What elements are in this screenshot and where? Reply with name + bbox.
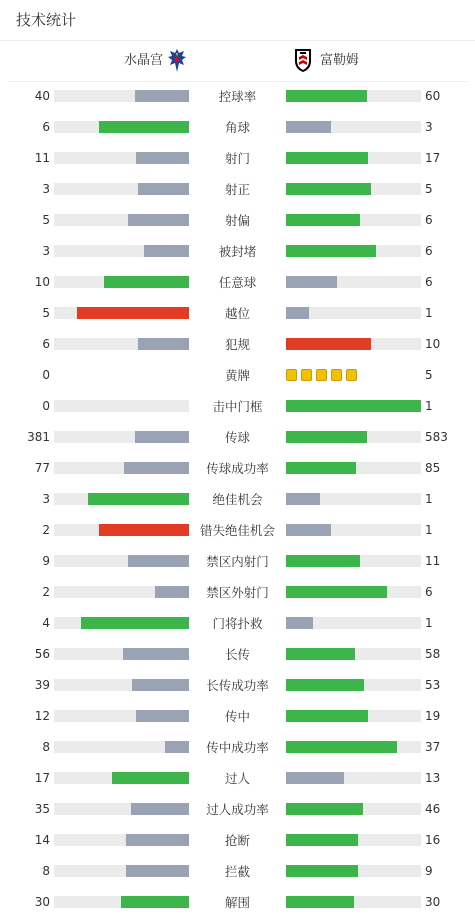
home-stat-bar-fill xyxy=(126,834,189,846)
away-stat-bar-fill xyxy=(286,648,355,660)
yellow-card-icon xyxy=(331,369,342,381)
stat-label: 错失绝佳机会 xyxy=(199,523,275,538)
stat-row xyxy=(0,236,475,267)
away-stat-bar-fill xyxy=(286,431,367,443)
away-stat-bar xyxy=(286,152,421,164)
away-stat-bar-fill xyxy=(286,617,313,629)
away-stat-bar-fill xyxy=(286,524,331,536)
home-stat-bar xyxy=(54,431,189,443)
away-stat-value: 6 xyxy=(425,585,433,599)
away-stat-bar xyxy=(286,834,421,846)
away-stat-value: 5 xyxy=(425,182,433,196)
away-stat-bar xyxy=(286,431,421,443)
away-stat-value: 17 xyxy=(425,151,441,165)
away-stat-bar-fill xyxy=(286,214,360,226)
away-stat-bar xyxy=(286,90,421,102)
stat-row xyxy=(0,794,475,825)
stat-label: 禁区外射门 xyxy=(206,585,269,600)
home-stat-bar-fill xyxy=(99,524,189,536)
home-stat-value: 35 xyxy=(34,802,50,816)
away-stat-bar-fill xyxy=(286,307,309,319)
away-team-name[interactable]: 富勒姆 xyxy=(320,53,360,68)
home-stat-bar-fill xyxy=(132,679,189,691)
stat-row xyxy=(0,732,475,763)
stat-label: 犯规 xyxy=(224,337,250,352)
stat-row xyxy=(0,670,475,701)
away-stat-bar xyxy=(286,865,421,877)
home-stat-bar-fill xyxy=(138,183,189,195)
home-stat-value: 30 xyxy=(34,895,50,909)
away-stat-bar xyxy=(286,493,421,505)
stat-label: 击中门框 xyxy=(212,399,263,414)
yellow-card-icon xyxy=(301,369,312,381)
away-stat-bar-fill xyxy=(286,183,371,195)
stat-row xyxy=(0,329,475,360)
home-stat-bar-fill xyxy=(135,90,189,102)
away-stat-bar xyxy=(286,462,421,474)
away-stat-value: 16 xyxy=(425,833,441,847)
stat-label: 绝佳机会 xyxy=(212,492,263,507)
home-stat-bar xyxy=(54,772,189,784)
home-stat-bar-fill xyxy=(112,772,189,784)
home-stat-value: 2 xyxy=(42,523,50,537)
home-stat-value: 40 xyxy=(34,89,50,103)
home-stat-value: 3 xyxy=(42,492,50,506)
home-stat-bar xyxy=(54,462,189,474)
home-stat-value: 8 xyxy=(42,740,50,754)
home-stat-bar xyxy=(54,617,189,629)
stat-row xyxy=(0,515,475,546)
away-stat-bar-fill xyxy=(286,462,356,474)
stat-row xyxy=(0,81,475,112)
home-stat-bar-fill xyxy=(104,276,189,288)
away-stat-bar xyxy=(286,245,421,257)
away-stat-value: 1 xyxy=(425,523,433,537)
stat-row xyxy=(0,546,475,577)
home-stat-value: 39 xyxy=(34,678,50,692)
home-stat-value: 77 xyxy=(34,461,50,475)
stat-row xyxy=(0,174,475,205)
away-stat-bar xyxy=(286,617,421,629)
stat-row xyxy=(0,112,475,143)
home-stat-bar xyxy=(54,121,189,133)
home-stat-bar xyxy=(54,741,189,753)
away-stat-bar-fill xyxy=(286,679,364,691)
home-stat-bar-fill xyxy=(121,896,189,908)
stat-label: 过人 xyxy=(224,771,250,786)
page-title: 技术统计 xyxy=(16,11,77,29)
away-stat-bar xyxy=(286,400,421,412)
home-stat-bar xyxy=(54,276,189,288)
away-stat-value: 19 xyxy=(425,709,441,723)
away-stat-bar-fill xyxy=(286,834,358,846)
home-stat-value: 0 xyxy=(42,399,50,413)
stat-label: 解围 xyxy=(224,895,250,910)
home-stat-bar xyxy=(54,245,189,257)
home-stat-bar xyxy=(54,679,189,691)
stat-label: 长传 xyxy=(224,647,250,662)
stat-row xyxy=(0,856,475,887)
away-stat-bar-fill xyxy=(286,276,337,288)
home-stat-bar xyxy=(54,586,189,598)
stat-label: 传中成功率 xyxy=(206,740,269,755)
home-stat-bar-fill xyxy=(135,431,189,443)
header-divider xyxy=(0,40,475,41)
away-stat-bar xyxy=(286,803,421,815)
away-stat-value: 6 xyxy=(425,244,433,258)
stat-label: 黄牌 xyxy=(224,368,250,383)
away-stat-bar-fill xyxy=(286,245,376,257)
away-stat-bar xyxy=(286,896,421,908)
away-stat-value: 46 xyxy=(425,802,441,816)
away-stat-bar xyxy=(286,524,421,536)
home-stat-bar xyxy=(54,710,189,722)
stat-label: 角球 xyxy=(224,120,250,135)
stat-row xyxy=(0,453,475,484)
away-stat-bar-fill xyxy=(286,710,368,722)
home-stat-value: 5 xyxy=(42,213,50,227)
home-stat-bar-fill xyxy=(99,121,189,133)
home-stat-value: 10 xyxy=(34,275,50,289)
away-stat-bar xyxy=(286,772,421,784)
stat-row xyxy=(0,267,475,298)
away-stat-value: 9 xyxy=(425,864,433,878)
away-stat-bar xyxy=(286,121,421,133)
away-stat-value: 53 xyxy=(425,678,441,692)
home-stat-bar xyxy=(54,338,189,350)
away-stat-value: 30 xyxy=(425,895,441,909)
home-stat-bar xyxy=(54,493,189,505)
away-stat-bar-fill xyxy=(286,400,421,412)
home-stat-value: 6 xyxy=(42,337,50,351)
away-stat-value: 6 xyxy=(425,275,433,289)
away-stat-value: 1 xyxy=(425,399,433,413)
fulham-crest-icon[interactable] xyxy=(293,47,313,73)
home-stat-bar xyxy=(54,555,189,567)
away-stat-value: 583 xyxy=(425,430,448,444)
stat-label: 越位 xyxy=(224,306,250,321)
away-stat-bar xyxy=(286,586,421,598)
yellow-card-icon xyxy=(286,369,297,381)
stat-row xyxy=(0,887,475,918)
away-stat-bar xyxy=(286,307,421,319)
away-stat-bar xyxy=(286,276,421,288)
stat-label: 禁区内射门 xyxy=(206,554,269,569)
away-stat-bar xyxy=(286,214,421,226)
away-stat-bar xyxy=(286,710,421,722)
home-stat-bar-fill xyxy=(88,493,189,505)
home-stat-bar-fill xyxy=(131,803,189,815)
home-team-name[interactable]: 水晶宫 xyxy=(124,53,164,68)
away-stat-bar-fill xyxy=(286,896,354,908)
away-stat-bar xyxy=(286,183,421,195)
away-stat-value: 37 xyxy=(425,740,441,754)
away-stat-bar-fill xyxy=(286,586,387,598)
home-stat-bar-fill xyxy=(123,648,189,660)
stat-row xyxy=(0,298,475,329)
away-stat-bar xyxy=(286,555,421,567)
yellow-card-icon xyxy=(346,369,357,381)
stat-label: 门将扑救 xyxy=(212,616,263,631)
stat-label: 射正 xyxy=(224,182,250,197)
home-stat-bar-fill xyxy=(128,214,189,226)
home-stat-value: 8 xyxy=(42,864,50,878)
stat-label: 射偏 xyxy=(224,213,250,228)
home-stat-value: 4 xyxy=(42,616,50,630)
away-stat-bar-fill xyxy=(286,493,320,505)
home-stat-value: 3 xyxy=(42,182,50,196)
away-stat-bar-fill xyxy=(286,338,371,350)
away-stat-value: 1 xyxy=(425,492,433,506)
away-stat-bar xyxy=(286,648,421,660)
away-stat-bar-fill xyxy=(286,803,363,815)
away-stat-bar-fill xyxy=(286,90,367,102)
stat-label: 传中 xyxy=(224,709,250,724)
home-stat-bar-fill xyxy=(155,586,189,598)
home-stat-bar-fill xyxy=(81,617,189,629)
away-stat-value: 6 xyxy=(425,213,433,227)
stat-row xyxy=(0,825,475,856)
home-stat-bar xyxy=(54,803,189,815)
crystal-palace-eagle-icon[interactable] xyxy=(167,48,187,74)
stat-label: 射门 xyxy=(224,151,250,166)
stat-label: 过人成功率 xyxy=(206,802,269,817)
stat-row xyxy=(0,484,475,515)
home-stat-value: 0 xyxy=(42,368,50,382)
away-stat-bar-fill xyxy=(286,865,358,877)
home-stat-bar xyxy=(54,90,189,102)
stat-label: 传球成功率 xyxy=(206,461,269,476)
home-stat-bar xyxy=(54,648,189,660)
home-stat-bar xyxy=(54,152,189,164)
home-stat-value: 56 xyxy=(34,647,50,661)
away-stat-value: 10 xyxy=(425,337,441,351)
home-stat-value: 17 xyxy=(34,771,50,785)
yellow-card-icon xyxy=(316,369,327,381)
stat-label: 抢断 xyxy=(224,833,250,848)
stat-label: 长传成功率 xyxy=(206,678,269,693)
stat-row xyxy=(0,763,475,794)
away-stat-value: 13 xyxy=(425,771,441,785)
away-stat-bar xyxy=(286,741,421,753)
home-stat-bar xyxy=(54,183,189,195)
away-stat-bar-fill xyxy=(286,772,344,784)
stat-label: 被封堵 xyxy=(218,244,257,259)
home-stat-value: 5 xyxy=(42,306,50,320)
stat-row xyxy=(0,577,475,608)
home-stat-bar-fill xyxy=(128,555,189,567)
home-stat-bar xyxy=(54,865,189,877)
away-stat-value: 3 xyxy=(425,120,433,134)
stat-row xyxy=(0,360,475,391)
away-stat-bar xyxy=(286,679,421,691)
home-stat-bar xyxy=(54,400,189,412)
away-stat-bar-fill xyxy=(286,555,360,567)
away-stat-bar-fill xyxy=(286,741,397,753)
home-stat-bar-fill xyxy=(77,307,189,319)
stat-row xyxy=(0,205,475,236)
away-stat-value: 11 xyxy=(425,554,441,568)
away-stat-bar-fill xyxy=(286,121,331,133)
stat-row xyxy=(0,391,475,422)
home-stat-value: 11 xyxy=(34,151,50,165)
away-stat-bar xyxy=(286,338,421,350)
away-stat-value: 1 xyxy=(425,306,433,320)
stat-label: 拦截 xyxy=(224,864,250,879)
home-stat-bar xyxy=(54,834,189,846)
away-stat-bar-fill xyxy=(286,152,368,164)
away-stat-value: 60 xyxy=(425,89,441,103)
stat-row xyxy=(0,143,475,174)
stat-label: 传球 xyxy=(224,430,250,445)
home-stat-bar xyxy=(54,214,189,226)
stat-row xyxy=(0,422,475,453)
home-stat-value: 12 xyxy=(34,709,50,723)
away-stat-value: 58 xyxy=(425,647,441,661)
home-stat-bar xyxy=(54,896,189,908)
away-stat-value: 1 xyxy=(425,616,433,630)
stat-row xyxy=(0,639,475,670)
home-stat-bar-fill xyxy=(144,245,189,257)
home-stat-bar-fill xyxy=(165,741,189,753)
home-stat-value: 3 xyxy=(42,244,50,258)
home-stat-bar xyxy=(54,524,189,536)
away-yellow-cards xyxy=(286,369,361,382)
home-stat-value: 381 xyxy=(27,430,50,444)
home-stat-value: 2 xyxy=(42,585,50,599)
stat-label: 控球率 xyxy=(218,89,257,104)
home-stat-bar xyxy=(54,307,189,319)
home-stat-bar-fill xyxy=(136,152,189,164)
stat-label: 任意球 xyxy=(218,275,257,290)
home-stat-bar-fill xyxy=(124,462,189,474)
home-stat-value: 6 xyxy=(42,120,50,134)
home-stat-bar-fill xyxy=(138,338,189,350)
home-stat-value: 9 xyxy=(42,554,50,568)
home-stat-value: 14 xyxy=(34,833,50,847)
home-stat-bar-fill xyxy=(126,865,189,877)
stat-row xyxy=(0,701,475,732)
away-stat-value: 5 xyxy=(425,368,433,382)
away-stat-value: 85 xyxy=(425,461,441,475)
home-stat-bar-fill xyxy=(136,710,189,722)
stat-row xyxy=(0,608,475,639)
